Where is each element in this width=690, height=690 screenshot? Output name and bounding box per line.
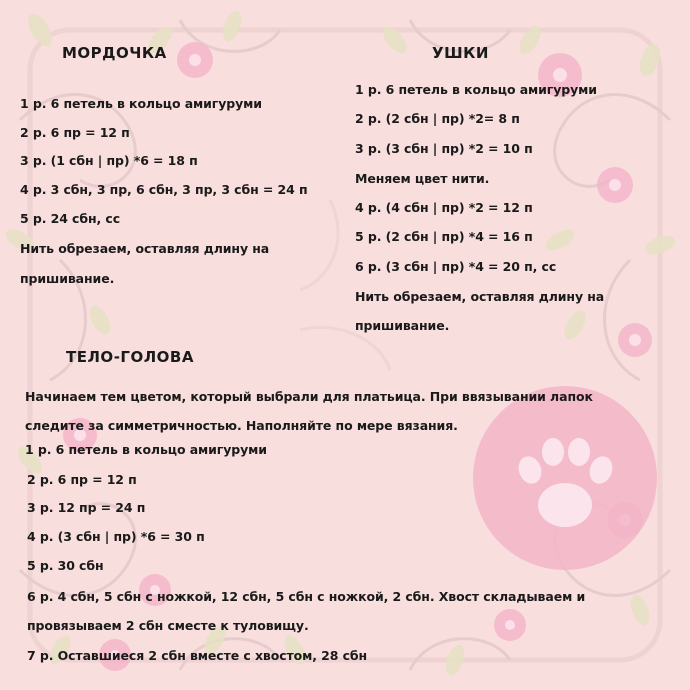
mordochka-line-2: 2 р. 6 пр = 12 п <box>20 125 130 140</box>
mordochka-line-6: Нить обрезаем, оставляя длину на <box>20 241 270 256</box>
telo-intro-line-1: Начинаем тем цветом, который выбрали для платьица. При ввязывании лапок <box>25 389 593 404</box>
ushki-line-4: Меняем цвет нити. <box>355 171 490 186</box>
section-title-mordochka: МОРДОЧКА <box>62 44 167 62</box>
section-title-telo: ТЕЛО-ГОЛОВА <box>66 348 194 366</box>
mordochka-line-5: 5 р. 24 сбн, сс <box>20 211 121 226</box>
ushki-line-1: 1 р. 6 петель в кольцо амигуруми <box>355 82 597 97</box>
ushki-line-8: Нить обрезаем, оставляя длину на <box>355 289 605 304</box>
section-title-ushki: УШКИ <box>432 44 489 62</box>
mordochka-line-4: 4 р. 3 сбн, 3 пр, 6 сбн, 3 пр, 3 сбн = 24 п <box>20 182 308 197</box>
mordochka-line-7: пришивание. <box>20 271 115 286</box>
telo-intro-line-2: следите за симметричностью. Наполняйте по мере вязания. <box>25 418 458 433</box>
ushki-line-6: 5 р. (2 сбн | пр) *4 = 16 п <box>355 229 533 244</box>
telo-line-6: 6 р. 4 сбн, 5 сбн с ножкой, 12 сбн, 5 сбн с ножкой, 2 сбн. Хвост складываем и <box>27 589 586 604</box>
mordochka-line-3: 3 р. (1 сбн | пр) *6 = 18 п <box>20 153 198 168</box>
vine-frame <box>20 20 670 670</box>
ushki-line-2: 2 р. (2 сбн | пр) *2= 8 п <box>355 111 520 126</box>
telo-line-5: 5 р. 30 сбн <box>27 558 104 573</box>
ushki-line-5: 4 р. (4 сбн | пр) *2 = 12 п <box>355 200 533 215</box>
ushki-line-3: 3 р. (3 сбн | пр) *2 = 10 п <box>355 141 533 156</box>
telo-line-3: 3 р. 12 пр = 24 п <box>27 500 146 515</box>
ushki-line-7: 6 р. (3 сбн | пр) *4 = 20 п, сс <box>355 259 557 274</box>
paw-print-icon <box>473 386 657 570</box>
ushki-line-9: пришивание. <box>355 318 450 333</box>
telo-line-8: 7 р. Оставшиеся 2 сбн вместе с хвостом, 28 сбн <box>27 648 368 663</box>
telo-line-7: провязываем 2 сбн сместе к туловищу. <box>27 618 309 633</box>
telo-line-4: 4 р. (3 сбн | пр) *6 = 30 п <box>27 529 205 544</box>
mordochka-line-1: 1 р. 6 петель в кольцо амигуруми <box>20 96 262 111</box>
telo-line-1: 1 р. 6 петель в кольцо амигуруми <box>25 442 267 457</box>
telo-line-2: 2 р. 6 пр = 12 п <box>27 472 137 487</box>
